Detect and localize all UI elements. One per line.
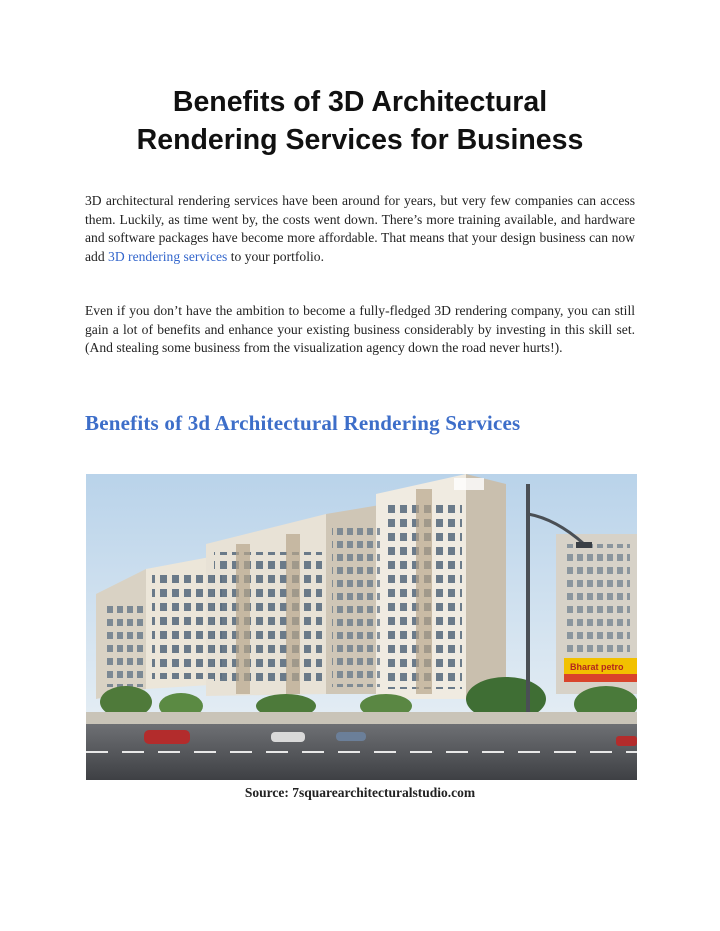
petrol-station-sign <box>564 658 637 682</box>
paragraph-intro-text: 3D architectural rendering services have been around for years, but very few companies can access them. Luckily, as time went by, the costs went down. There’s more training available, and hardware and software packages have become more affordable. That means that your design business can now add <box>85 193 635 264</box>
svg-text:Bharat petro: Bharat petro <box>570 662 624 672</box>
image-caption: Source: 7squarearchitecturalstudio.com <box>244 785 476 800</box>
paragraph-ambition: Even if you don’t have the ambition to become a fully-fledged 3D rendering company, you can still gain a lot of benefits and enhance your existing business considerably by investing in this skill set. (And stealing some business from the visualization agency down the road never hurts!). <box>85 303 635 355</box>
paragraph-intro-tail: to your portfolio. <box>227 248 324 264</box>
page-title <box>60 83 660 159</box>
building-rendering-image <box>86 474 637 780</box>
section-subheading: Benefits of 3d Architectural Rendering Services <box>85 411 521 435</box>
paragraph-intro <box>85 192 635 266</box>
rendering-services-link[interactable]: 3D rendering services <box>108 248 228 264</box>
title-line-2: Rendering Services for Business <box>136 124 584 156</box>
title-line-1: Benefits of 3D Architectural <box>172 86 548 118</box>
